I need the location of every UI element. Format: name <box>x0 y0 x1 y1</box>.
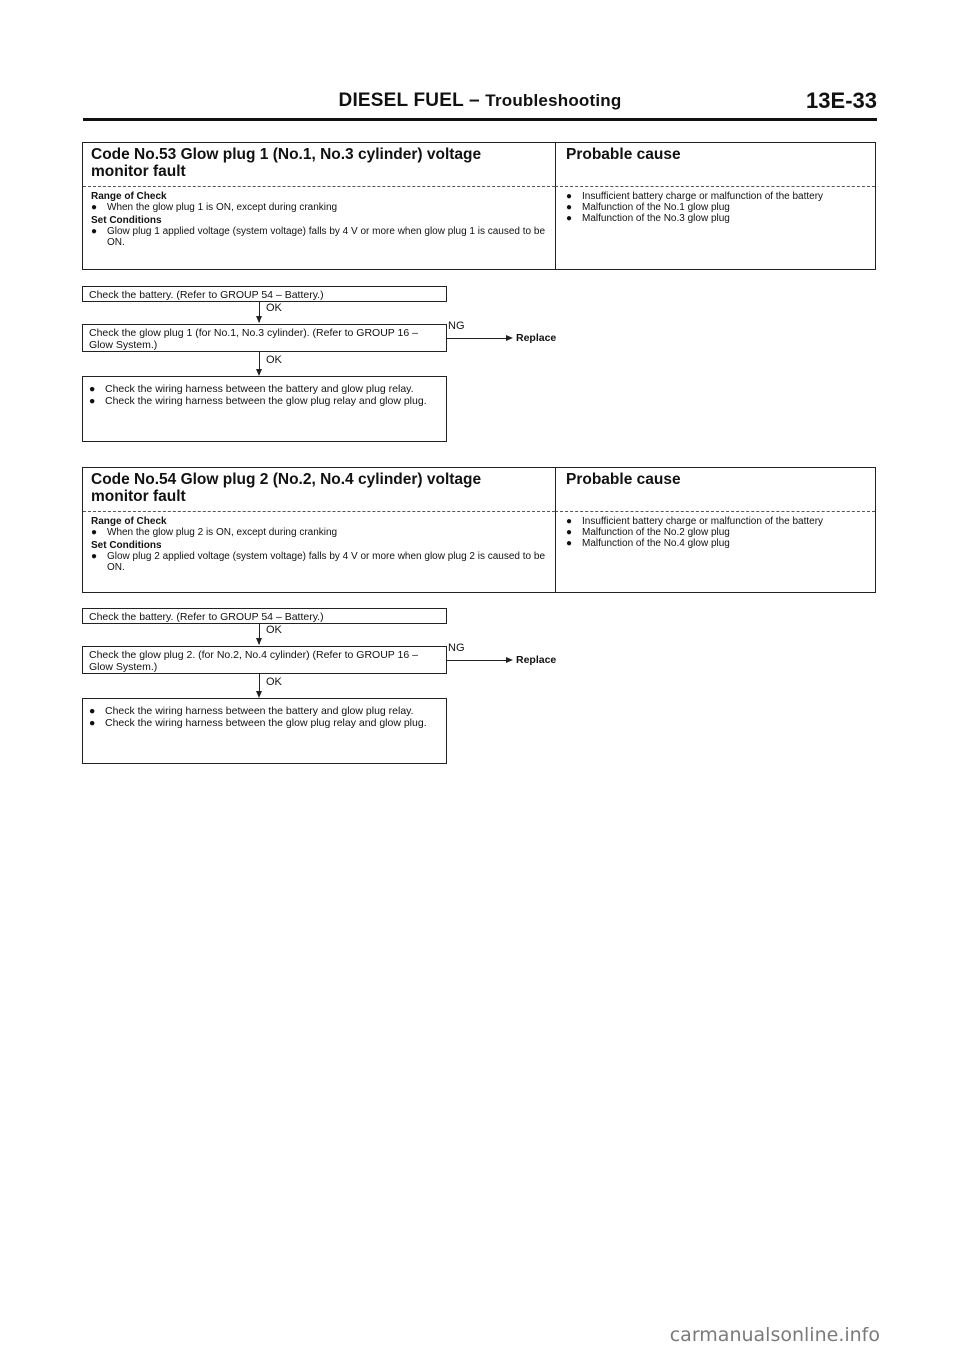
code54-range-item: ● When the glow plug 2 is ON, except during cranking <box>91 527 338 538</box>
code54-wiring-item: ● Check the wiring harness between the battery and glow plug relay. <box>89 705 414 717</box>
code54-title-line1: Code No.54 Glow plug 2 (No.2, No.4 cylinder) voltage <box>91 471 482 488</box>
bullet-icon: ● <box>566 527 573 538</box>
bullet-icon: ● <box>89 717 96 729</box>
code53-flowchart <box>82 286 602 446</box>
arrow-right-icon <box>506 657 513 663</box>
code54-wiring-item: ● Check the wiring harness between the glow plug relay and glow plug. <box>89 717 427 729</box>
bullet-icon: ● <box>91 551 98 562</box>
title-main: DIESEL FUEL <box>338 90 464 111</box>
code53-set-item: ● Glow plug 1 applied voltage (system voltage) falls by 4 V or more when glow plug 1 is caused to be ON. <box>91 226 546 248</box>
code53-ok2-label: OK <box>266 354 282 366</box>
code53-ng-label: NG <box>448 320 465 332</box>
code53-step-wiring <box>82 376 447 442</box>
arrow-right-icon <box>506 335 513 341</box>
code54-set-item: ● Glow plug 2 applied voltage (system voltage) falls by 4 V or more when glow plug 2 is caused to be ON. <box>91 551 546 573</box>
code53-set-label: Set Conditions <box>91 215 162 226</box>
bullet-icon: ● <box>89 383 96 395</box>
code53-cause-item: ● Malfunction of the No.1 glow plug <box>566 202 730 213</box>
arrow-down-icon <box>256 691 262 698</box>
code54-table <box>82 467 876 593</box>
code54-step-battery: Check the battery. (Refer to GROUP 54 – Battery.) <box>82 608 447 624</box>
page-number: 13E-33 <box>806 88 877 113</box>
connector-line <box>447 660 509 661</box>
code53-range-label: Range of Check <box>91 191 167 202</box>
code54-title <box>83 468 555 512</box>
code53-wiring-item: ● Check the wiring harness between the glow plug relay and glow plug. <box>89 395 427 407</box>
code54-step-glow-plug: Check the glow plug 2. (for No.2, No.4 cylinder) (Refer to GROUP 16 – Glow System.) <box>82 646 447 674</box>
code53-ok1-label: OK <box>266 302 282 314</box>
code54-cause-item: ● Malfunction of the No.2 glow plug <box>566 527 730 538</box>
code53-cause-item: ● Insufficient battery charge or malfunction of the battery <box>566 191 824 202</box>
code53-probable-cause-title: Probable cause <box>555 143 875 187</box>
code53-conditions <box>83 187 555 269</box>
code53-wiring-item: ● Check the wiring harness between the battery and glow plug relay. <box>89 383 414 395</box>
code53-title <box>83 143 555 187</box>
code53-title-line1: Code No.53 Glow plug 1 (No.1, No.3 cylinder) voltage <box>91 146 482 163</box>
title-sub: Troubleshooting <box>485 91 622 110</box>
connector-line <box>447 338 509 339</box>
code54-replace-label: Replace <box>516 654 557 666</box>
code53-replace-label: Replace <box>516 332 557 344</box>
code54-step-wiring <box>82 698 447 764</box>
code54-cause-item: ● Malfunction of the No.4 glow plug <box>566 538 730 549</box>
code53-table <box>82 142 876 270</box>
bullet-icon: ● <box>566 516 573 527</box>
bullet-icon: ● <box>89 705 96 717</box>
code54-range-label: Range of Check <box>91 516 167 527</box>
arrow-down-icon <box>256 316 262 323</box>
bullet-icon: ● <box>89 395 96 407</box>
code54-cause-item: ● Insufficient battery charge or malfunction of the battery <box>566 516 824 527</box>
arrow-down-icon <box>256 638 262 645</box>
code54-causes <box>555 512 875 592</box>
code53-step-battery: Check the battery. (Refer to GROUP 54 – Battery.) <box>82 286 447 302</box>
bullet-icon: ● <box>566 191 573 202</box>
code54-conditions <box>83 512 555 592</box>
code54-title-line2: monitor fault <box>91 488 186 505</box>
page-header <box>83 90 877 121</box>
code53-cause-item: ● Malfunction of the No.3 glow plug <box>566 213 730 224</box>
bullet-icon: ● <box>566 213 573 224</box>
code54-ok1-label: OK <box>266 624 282 636</box>
watermark: carmanualsonline.info <box>669 1324 880 1346</box>
bullet-icon: ● <box>91 226 98 237</box>
arrow-down-icon <box>256 369 262 376</box>
code54-probable-cause-title: Probable cause <box>555 468 875 512</box>
code54-ng-label: NG <box>448 642 465 654</box>
page-title <box>83 90 877 112</box>
bullet-icon: ● <box>91 202 98 213</box>
code53-causes <box>555 187 875 269</box>
code53-range-item: ● When the glow plug 1 is ON, except during cranking <box>91 202 338 213</box>
code53-title-line2: monitor fault <box>91 163 186 180</box>
code54-ok2-label: OK <box>266 676 282 688</box>
bullet-icon: ● <box>91 527 98 538</box>
code54-flowchart <box>82 608 602 768</box>
code54-set-label: Set Conditions <box>91 540 162 551</box>
bullet-icon: ● <box>566 538 573 549</box>
title-dash: – <box>463 90 486 111</box>
bullet-icon: ● <box>566 202 573 213</box>
code53-step-glow-plug: Check the glow plug 1 (for No.1, No.3 cylinder). (Refer to GROUP 16 – Glow System.) <box>82 324 447 352</box>
